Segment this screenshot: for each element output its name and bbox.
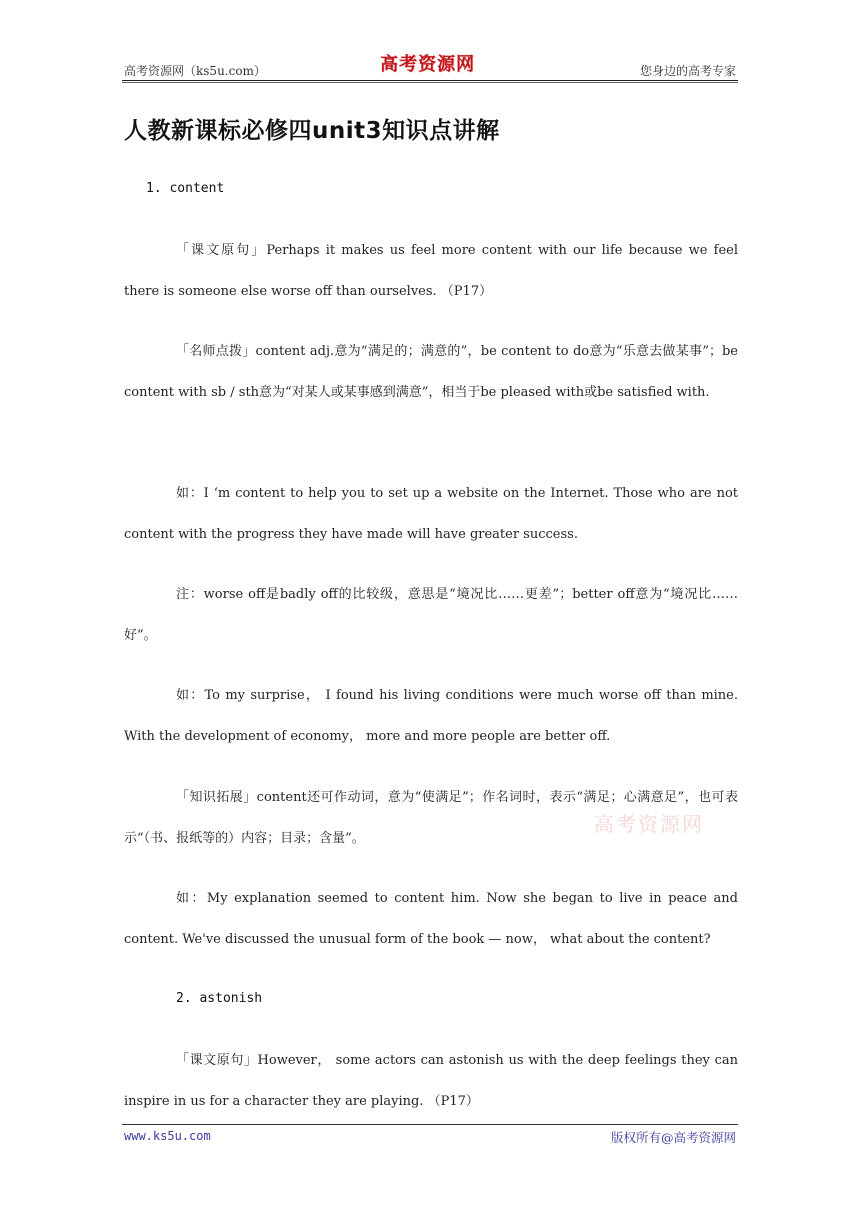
- header-divider: [122, 80, 738, 81]
- paragraph-teacher-note: 「名师点拨」content adj.意为“满足的；满意的”，be content to do意为“乐意去做某事”；be content with sb / sth意为“对某人或某事感到满意”，相当于be pleased with或be satisfied with.: [124, 344, 738, 400]
- header-divider-thin: [122, 82, 738, 83]
- footer-copyright: 版权所有@高考资源网: [610, 1130, 736, 1145]
- paragraph-note: 注：worse off是badly off的比较级，意思是“境况比……更差”；better off意为“境况比……好”。: [124, 587, 738, 643]
- document-title: 人教新课标必修四unit3知识点讲解: [124, 118, 500, 144]
- paragraph-original-sentence-2: 「课文原句」However， some actors can astonish us with the deep feelings they can inspire in us for a character they are playing. （P17）: [124, 1053, 738, 1109]
- paragraph-example-2: 如：To my surprise， I found his living conditions were much worse off than mine. With the development of economy， more and more people are better off.: [124, 688, 738, 744]
- paragraph-example-1: 如：I ‘m content to help you to set up a website on the Internet. Those who are not content with the progress they have made will have greater success.: [124, 486, 738, 542]
- watermark-logo: 高考资源网: [594, 812, 704, 836]
- section-heading-astonish: 2. astonish: [176, 991, 263, 1006]
- section-heading-content: 1. content: [146, 181, 225, 196]
- header-slogan: 您身边的高考专家: [639, 64, 736, 78]
- paragraph-example-3: 如：My explanation seemed to content him. Now she began to live in peace and content. We've discussed the unusual form of the book — now， what about the content?: [124, 891, 738, 947]
- paragraph-knowledge-extension: 「知识拓展」content还可作动词，意为“使满足”；作名词时，表示“满足；心满意足”，也可表示“（书、报纸等的）内容；目录；含量”。: [124, 790, 738, 846]
- header-logo: 高考资源网: [380, 54, 475, 75]
- header-site-name: 高考资源网（ks5u.com）: [124, 64, 266, 78]
- footer-website-link[interactable]: www.ks5u.com: [124, 1129, 211, 1143]
- paragraph-original-sentence: 「课文原句」Perhaps it makes us feel more content with our life because we feel there is someone else worse off than ourselves. （P17）: [124, 243, 738, 299]
- footer-divider: [122, 1124, 738, 1125]
